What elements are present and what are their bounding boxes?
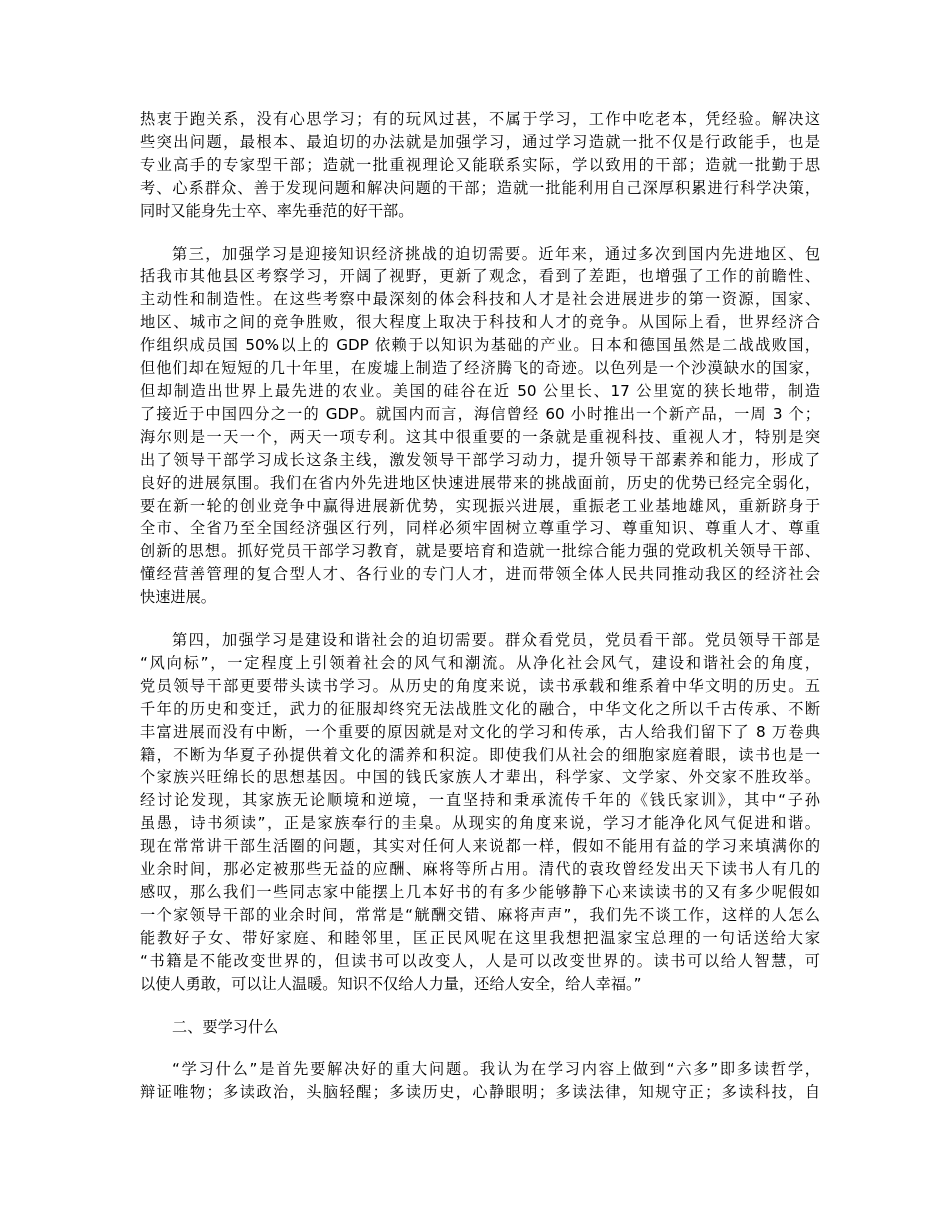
text-line: 创新的思想。抓好党员干部学习教育，就是要培育和造就一批综合能力强的党政机关领导干部、 xyxy=(140,542,820,561)
text-line: 考、心系群众、善于发现问题和解决问题的干部；造就一批能利用自己深厚积累进行科学决策， xyxy=(140,178,820,197)
text-line: 第四，加强学习是建设和谐社会的迫切需要。群众看党员，党员看干部。党员领导干部是 xyxy=(172,631,820,650)
heading-line: 二、要学习什么 xyxy=(172,1017,279,1036)
text-line: “书籍是不能改变世界的，但读书可以改变人，人是可以改变世界的。读书可以给人智慧，可 xyxy=(140,951,820,970)
paragraph-gap xyxy=(140,609,820,629)
text-line: 第三，加强学习是迎接知识经济挑战的迫切需要。近年来，通过多次到国内先进地区、包 xyxy=(172,244,820,263)
text-line: 一个家领导干部的业余时间，常常是“觥酬交错、麻将声声”，我们先不谈工作，这样的人怎么 xyxy=(140,905,820,924)
text-line: 出了领导干部学习成长这条主线，激发领导干部学习动力，提升领导干部素养和能力，形成了 xyxy=(140,450,820,469)
paragraph-3 xyxy=(140,629,820,996)
text-line: 括我市其他县区考察学习，开阔了视野，更新了观念，看到了差距，也增强了工作的前瞻性、 xyxy=(140,267,820,286)
paragraph-1 xyxy=(140,108,820,223)
text-line: 辩证唯物；多读政治，头脑轻醒；多读历史，心静眼明；多读法律，知规守正；多读科技，自 xyxy=(140,1083,820,1102)
paragraph-gap xyxy=(140,996,820,1016)
text-line: 籍，不断为华夏子孙提供着文化的濡养和积淀。即使我们从社会的细胞家庭着眼，读书也是一 xyxy=(140,745,820,764)
paragraph-2 xyxy=(140,243,820,610)
text-line: 能教好子女、带好家庭、和睦邻里，匡正民风呢在这里我想把温家宝总理的一句话送给大家 xyxy=(140,928,820,947)
section-heading xyxy=(140,1016,820,1039)
paragraph-4 xyxy=(140,1058,820,1104)
text-line: 但他们却在短短的几十年里，在废墟上制造了经济腾飞的奇迹。以色列是一个沙漠缺水的国家， xyxy=(140,359,820,378)
paragraph-gap xyxy=(140,1038,820,1058)
text-line: 主动性和制造性。在这些考察中最深刻的体会科技和人才是社会进展进步的第一资源，国家、 xyxy=(140,290,820,309)
text-line: 丰富进展而没有中断，一个重要的原因就是对文化的学习和传承，古人给我们留下了 8 万卷典 xyxy=(140,722,820,741)
document-page xyxy=(140,108,820,1104)
text-line: 虽愚，诗书须读”，正是家族奉行的圭臬。从现实的角度来说，学习才能净化风气促进和谐。 xyxy=(140,814,820,833)
text-line: 良好的进展氛围。我们在省内外先进地区快速进展带来的挑战面前，历史的优势已经完全弱化， xyxy=(140,473,820,492)
text-line: 地区、城市之间的竞争胜败，很大程度上取决于科技和人才的竞争。从国际上看，世界经济合 xyxy=(140,313,820,332)
text-line: “风向标”，一定程度上引领着社会的风气和潮流。从净化社会风气，建设和谐社会的角度， xyxy=(140,653,820,672)
text-line: 同时又能身先士卒、率先垂范的好干部。 xyxy=(140,201,414,220)
text-line: 业余时间，那必定被那些无益的应酬、麻将等所占用。清代的袁玫曾经发出天下读书人有几的 xyxy=(140,860,820,879)
paragraph-gap xyxy=(140,223,820,243)
text-line: 以使人勇敢，可以让人温暖。知识不仅给人力量，还给人安全，给人幸福。” xyxy=(140,974,642,993)
text-line: 但却制造出世界上最先进的农业。美国的硅谷在近 50 公里长、17 公里宽的狭长地带，制造 xyxy=(140,381,820,400)
text-line: 作组织成员国 50%以上的 GDP 依赖于以知识为基础的产业。日本和德国虽然是二战战败国， xyxy=(140,336,820,355)
text-line: 全市、全省乃至全国经济强区行列，同样必须牢固树立尊重学习、尊重知识、尊重人才、尊重 xyxy=(140,519,820,538)
text-line: 个家族兴旺绵长的思想基因。中国的钱氏家族人才辈出，科学家、文学家、外交家不胜玫举。 xyxy=(140,768,820,787)
text-line: 千年的历史和变迁，武力的征服却终究无法战胜文化的融合，中华文化之所以千古传承、不断 xyxy=(140,699,820,718)
text-line: 党员领导干部更要带头读书学习。从历史的角度来说，读书承载和维系着中华文明的历史。五 xyxy=(140,676,820,695)
text-line: 些突出问题，最根本、最迫切的办法就是加强学习，通过学习造就一批不仅是行政能手，也是 xyxy=(140,132,820,151)
text-line: 懂经营善管理的复合型人才、各行业的专门人才，进而带领全体人民共同推动我区的经济社会 xyxy=(140,565,820,584)
text-line: 要在新一轮的创业竞争中赢得进展新优势，实现振兴进展，重振老工业基地雄风，重新跻身于 xyxy=(140,496,820,515)
text-line: 了接近于中国四分之一的 GDP。就国内而言，海信曾经 60 小时推出一个新产品，一周 3 个； xyxy=(140,404,820,423)
text-line: 热衷于跑关系，没有心思学习；有的玩风过甚，不属于学习，工作中吃老本，凭经验。解决这 xyxy=(140,110,820,128)
text-line: 专业高手的专家型干部；造就一批重视理论又能联系实际，学以致用的干部；造就一批勤于思 xyxy=(140,155,820,174)
text-line: “学习什么”是首先要解决好的重大问题。我认为在学习内容上做到“六多”即多读哲学， xyxy=(172,1060,820,1079)
text-line: 感叹，那么我们一些同志家中能摆上几本好书的有多少能够静下心来读读书的又有多少呢假如 xyxy=(140,883,820,901)
text-line: 快速进展。 xyxy=(140,588,216,607)
text-line: 经讨论发现，其家族无论顺境和逆境，一直坚持和秉承流传千年的《钱氏家训》，其中“子孙 xyxy=(140,791,820,810)
text-line: 海尔则是一天一个，两天一项专利。这其中很重要的一条就是重视科技、重视人才，特别是突 xyxy=(140,427,820,446)
text-line: 现在常常讲干部生活圈的问题，其实对任何人来说都一样，假如不能用有益的学习来填满你的 xyxy=(140,837,820,856)
